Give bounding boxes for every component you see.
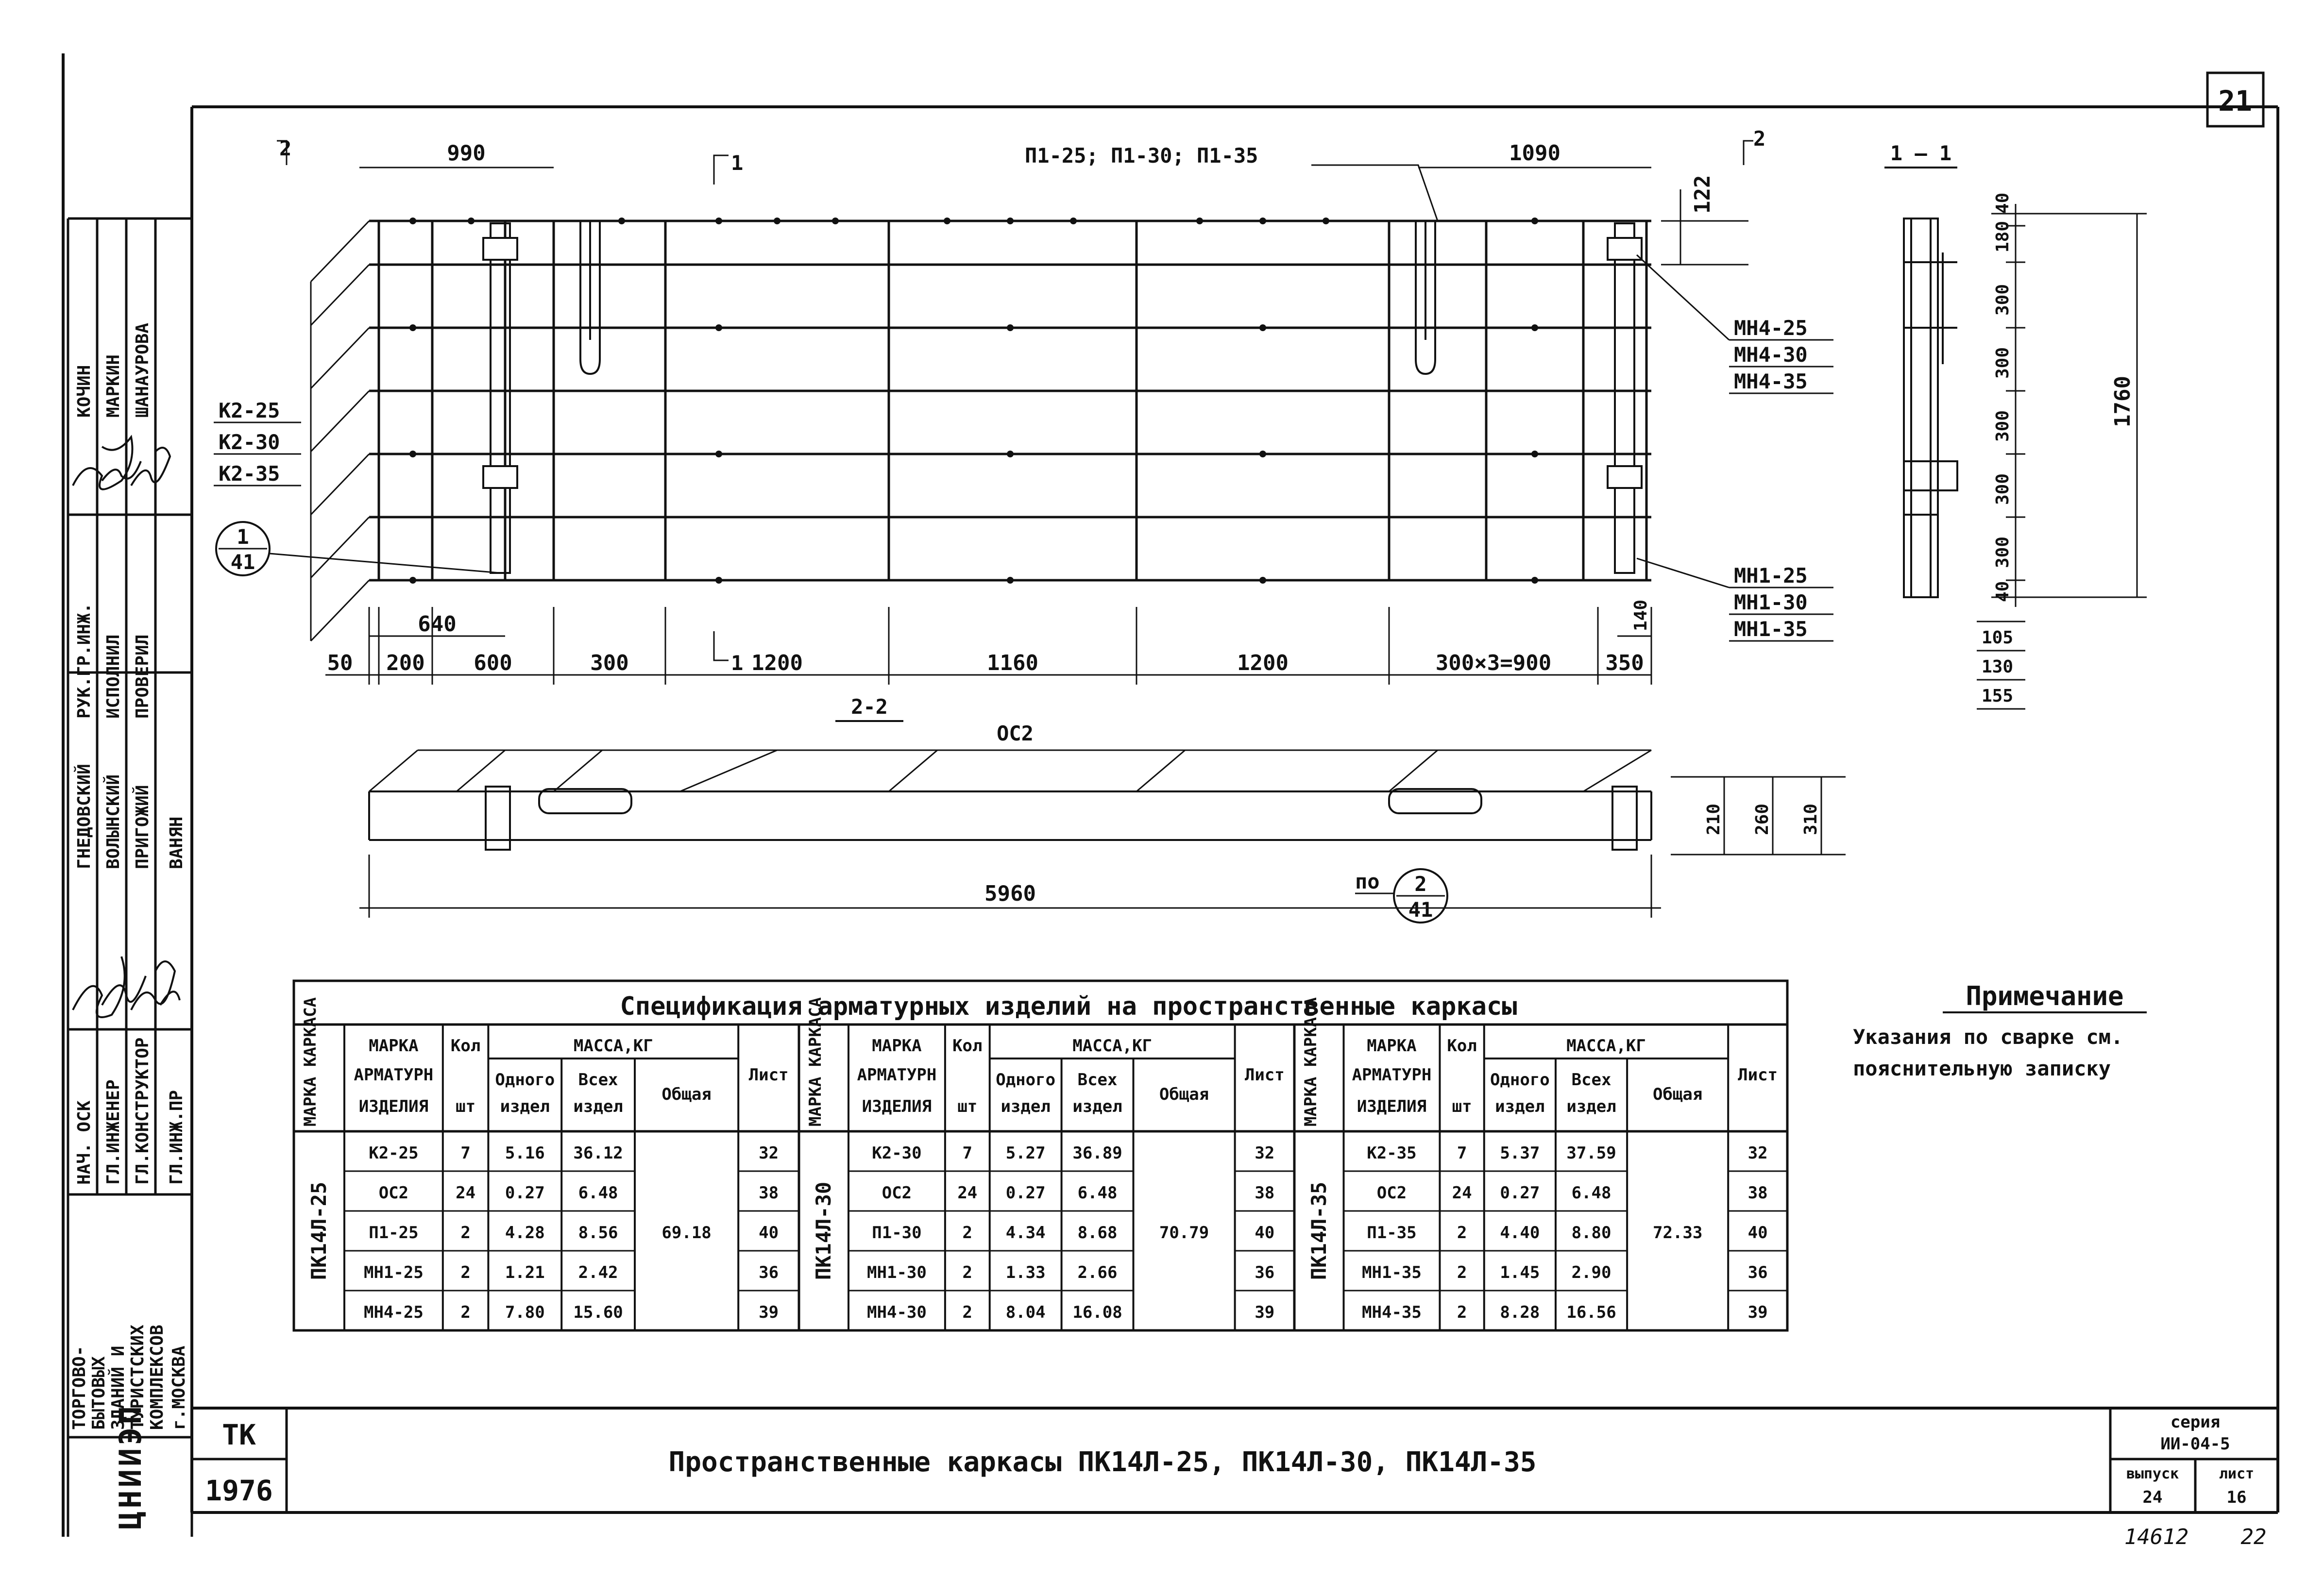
svg-text:300: 300	[1993, 473, 2013, 505]
issue-value: 24	[2142, 1488, 2163, 1507]
spec-title: Спецификация арматурных изделий на пространственные каркасы	[620, 992, 1517, 1021]
svg-text:210: 210	[1704, 803, 1724, 835]
dim-300x3: 300×3=900	[1435, 651, 1552, 675]
spec-cell-list: 39	[1255, 1303, 1275, 1322]
spec-cell-list: 38	[1747, 1183, 1768, 1203]
spec-row	[1362, 1263, 1768, 1282]
label-mn1-35: МН1-35	[1734, 617, 1808, 641]
callout-p1: П1-25; П1-30; П1-35	[1025, 144, 1258, 168]
spec-h-kol: Кол	[1447, 1036, 1477, 1056]
dim-1200-b: 1200	[1237, 651, 1289, 675]
spec-h-armaturn: АРМАТУРН	[1352, 1065, 1432, 1085]
svg-text:105: 105	[1982, 628, 2014, 648]
spec-cell-list: 38	[1255, 1183, 1275, 1203]
spec-group-1	[301, 997, 799, 1330]
spec-cell-list: 38	[759, 1183, 779, 1203]
spec-cell-kol: 24	[1452, 1183, 1472, 1203]
spec-h-odnogo: Одного	[996, 1070, 1056, 1090]
spec-cell-list: 32	[1747, 1143, 1768, 1163]
spec-cell-odnogo: 0.27	[1500, 1183, 1540, 1203]
stamp-org-1: ТОРГОВО-	[69, 1345, 89, 1430]
spec-h-vseh: Всех	[578, 1070, 618, 1090]
stamp-org-3: ЗДАНИЙ И	[108, 1345, 128, 1430]
spec-cell-kol: 2	[460, 1223, 471, 1243]
spec-h-odnogo-izdel: издел	[1001, 1097, 1051, 1116]
spec-cell-kol: 2	[1457, 1263, 1467, 1282]
spec-h-list: Лист	[1738, 1065, 1778, 1085]
section-1-mark-bottom: 1	[731, 651, 744, 675]
svg-text:180: 180	[1993, 220, 2013, 252]
spec-h-marka: МАРКА	[369, 1036, 419, 1056]
spec-h-odnogo: Одного	[1490, 1070, 1550, 1090]
p1-hooks	[580, 221, 1435, 374]
spec-cell-kol: 2	[460, 1263, 471, 1282]
spec-h-obshaya: Общая	[662, 1085, 712, 1104]
label-mn4-30: МН4-30	[1734, 343, 1808, 367]
stamp-role-4: ГЛ.ИНЖ.ПР	[167, 1090, 187, 1185]
label-mn4-35: МН4-35	[1734, 370, 1808, 393]
spec-cell-vseh: 15.60	[573, 1303, 623, 1322]
spec-h-marka-karkasa: МАРКА КАРКАСА	[301, 997, 320, 1126]
dim-1160: 1160	[987, 651, 1038, 675]
spec-cell-kol: 2	[460, 1303, 471, 1322]
spec-cell-kol: 2	[962, 1263, 973, 1282]
spec-cell-list: 36	[1255, 1263, 1275, 1282]
spec-cell-vseh: 16.56	[1566, 1303, 1616, 1322]
note-title: Примечание	[1966, 981, 2124, 1011]
spec-h-armaturn: АРМАТУРН	[354, 1065, 434, 1085]
list-label: лист	[2219, 1465, 2255, 1482]
spec-h-vseh-izdel: издел	[1072, 1097, 1122, 1116]
stamp-role-7: ПРОВЕРИЛ	[133, 634, 153, 719]
spec-h-obshaya: Общая	[1159, 1085, 1209, 1104]
spec-cell-marka: ОС2	[378, 1183, 409, 1203]
spec-cell-vseh: 2.66	[1077, 1263, 1118, 1282]
spec-row	[369, 1223, 779, 1243]
spec-h-marka-karkasa: МАРКА КАРКАСА	[1301, 997, 1321, 1126]
spec-cell-list: 36	[1747, 1263, 1768, 1282]
frame-elevation	[214, 127, 1833, 685]
dim-1760: 1760	[2110, 376, 2135, 427]
dim-50: 50	[327, 651, 353, 675]
sheet-corner-box	[2207, 73, 2263, 126]
stamp-name-4: ВАНЯН	[167, 816, 187, 869]
spec-row	[867, 1263, 1274, 1282]
dim-990: 990	[447, 141, 486, 166]
note-line-1: Указания по сварке см.	[1853, 1025, 2123, 1049]
stamp-name-2: ВОЛЫНСКИЙ	[103, 774, 123, 869]
section-2-2-title: 2-2	[851, 695, 888, 719]
spec-cell-vseh: 36.12	[573, 1143, 623, 1163]
stamp-role-3: ГЛ.КОНСТРУКТОР	[133, 1037, 153, 1185]
spec-cell-vseh: 8.56	[578, 1223, 618, 1243]
spec-row	[364, 1263, 779, 1282]
weld-dots	[409, 218, 1538, 584]
svg-text:260: 260	[1752, 803, 1772, 835]
spec-cell-list: 32	[1255, 1143, 1275, 1163]
spec-h-massa: МАССА,КГ	[1566, 1036, 1646, 1056]
spec-h-massa: МАССА,КГ	[1072, 1036, 1153, 1056]
spec-cell-kol: 2	[962, 1303, 973, 1322]
spec-cell-vseh: 8.68	[1077, 1223, 1118, 1243]
svg-text:130: 130	[1982, 657, 2014, 677]
po-label: по	[1355, 870, 1380, 893]
dim-1200-a: 1200	[751, 651, 803, 675]
spec-cell-odnogo: 5.37	[1500, 1143, 1540, 1163]
spec-h-vseh: Всех	[1077, 1070, 1118, 1090]
label-mn1-30: МН1-30	[1734, 590, 1808, 614]
spec-cell-marka: МН4-30	[867, 1303, 927, 1322]
spec-row	[369, 1143, 779, 1163]
spec-row	[867, 1303, 1274, 1322]
spec-cell-odnogo: 4.28	[505, 1223, 545, 1243]
dim-1090: 1090	[1509, 141, 1561, 166]
spec-cell-kol: 24	[456, 1183, 476, 1203]
spec-cell-marka: МН4-35	[1362, 1303, 1422, 1322]
dim-5960: 5960	[984, 881, 1036, 906]
spec-cell-marka: К2-35	[1367, 1143, 1417, 1163]
spec-row	[1362, 1303, 1768, 1322]
node-1-callout	[216, 522, 500, 575]
spec-cell-odnogo: 5.27	[1005, 1143, 1046, 1163]
spec-cell-marka: ОС2	[1376, 1183, 1407, 1203]
spec-cell-kol: 2	[962, 1223, 973, 1243]
stamp-name-3: ПРИГОЖИЙ	[133, 785, 153, 869]
spec-cell-kol: 7	[460, 1143, 471, 1163]
archive-number: 14612	[2124, 1525, 2189, 1549]
spec-h-odnogo-izdel: издел	[500, 1097, 550, 1116]
year-label: 1976	[205, 1474, 273, 1507]
stamp-name-6: МАРКИН	[103, 354, 123, 418]
spec-table	[294, 981, 1787, 1330]
spec-cell-marka: П1-30	[872, 1223, 922, 1243]
spec-karkas-label: ПК14Л-35	[1306, 1181, 1331, 1280]
note-line-2: пояснительную записку	[1853, 1057, 2111, 1080]
spec-row	[882, 1183, 1275, 1203]
spec-cell-list: 39	[1747, 1303, 1768, 1322]
spec-h-vseh: Всех	[1571, 1070, 1612, 1090]
spec-cell-odnogo: 0.27	[505, 1183, 545, 1203]
title-block	[192, 1408, 2278, 1549]
stamp-role-2: ГЛ.ИНЖЕНЕР	[103, 1079, 123, 1185]
spec-cell-marka: К2-30	[872, 1143, 922, 1163]
spec-cell-odnogo: 0.27	[1005, 1183, 1046, 1203]
spec-cell-vseh: 36.89	[1072, 1143, 1122, 1163]
label-mn4-25: МН4-25	[1734, 316, 1808, 340]
spec-cell-list: 36	[759, 1263, 779, 1282]
spec-cell-vseh: 16.08	[1072, 1303, 1122, 1322]
node-2-callout	[1394, 869, 1447, 923]
spec-cell-vseh: 37.59	[1566, 1143, 1616, 1163]
spec-cell-vseh: 2.42	[578, 1263, 618, 1282]
spec-cell-kol: 7	[1457, 1143, 1467, 1163]
svg-text:300: 300	[1993, 410, 2013, 442]
label-k2-35: К2-35	[219, 462, 280, 486]
spec-h-massa: МАССА,КГ	[573, 1036, 653, 1056]
spec-h-sht: шт	[456, 1097, 476, 1116]
spec-cell-odnogo: 5.16	[505, 1143, 545, 1163]
spec-cell-kol: 2	[1457, 1303, 1467, 1322]
spec-h-vseh-izdel: издел	[1566, 1097, 1616, 1116]
stamp-role-6: ИСПОЛНИЛ	[103, 634, 123, 719]
svg-text:155: 155	[1982, 686, 2014, 706]
svg-text:2: 2	[1414, 872, 1427, 896]
spec-cell-list: 32	[759, 1143, 779, 1163]
stamp-org-5: КОМПЛЕКСОВ	[147, 1325, 167, 1430]
label-k2-25: К2-25	[219, 399, 280, 422]
spec-row	[364, 1303, 779, 1322]
svg-text:300: 300	[1993, 347, 2013, 379]
spec-cell-vseh: 6.48	[1571, 1183, 1612, 1203]
dim-300: 300	[590, 651, 629, 675]
dim-200: 200	[386, 651, 425, 675]
svg-text:300: 300	[1993, 536, 2013, 568]
spec-cell-vseh: 8.80	[1571, 1223, 1612, 1243]
spec-cell-odnogo: 4.34	[1005, 1223, 1046, 1243]
series-label: серия	[2170, 1412, 2221, 1432]
spec-cell-vseh: 6.48	[1077, 1183, 1118, 1203]
svg-text:40: 40	[1993, 192, 2013, 214]
spec-h-izdeliya: ИЗДЕЛИЯ	[1357, 1097, 1427, 1116]
mn-rods	[483, 223, 1642, 573]
svg-text:41: 41	[1408, 898, 1433, 922]
section-2-mark-right: 2	[1753, 127, 1766, 151]
stamp-org-6: г.МОСКВА	[169, 1345, 189, 1430]
spec-cell-odnogo: 7.80	[505, 1303, 545, 1322]
dim-640: 640	[418, 612, 457, 637]
spec-h-odnogo-izdel: издел	[1495, 1097, 1545, 1116]
spec-cell-list: 40	[1255, 1223, 1275, 1243]
sheet-corner-number: 21	[2218, 84, 2252, 118]
spec-cell-odnogo: 8.04	[1005, 1303, 1046, 1322]
spec-row	[379, 1183, 779, 1203]
spec-h-list: Лист	[748, 1065, 789, 1085]
spec-cell-odnogo: 1.21	[505, 1263, 545, 1282]
dim-350: 350	[1605, 651, 1644, 675]
spec-cell-kol: 24	[957, 1183, 978, 1203]
svg-text:40: 40	[1993, 581, 2013, 602]
spec-cell-odnogo: 4.40	[1500, 1223, 1540, 1243]
spec-karkas-label: ПК14Л-25	[307, 1181, 331, 1280]
dim-122: 122	[1690, 175, 1715, 214]
stamp-role-5: РУК.ГР.ИНЖ.	[74, 603, 94, 719]
spec-h-kol: Кол	[450, 1036, 481, 1056]
archive-page: 22	[2240, 1525, 2267, 1549]
note-block	[1853, 981, 2147, 1080]
spec-cell-marka: МН1-25	[363, 1263, 424, 1282]
stamp-panel	[68, 218, 192, 1537]
spec-cell-marka: МН4-25	[363, 1303, 424, 1322]
spec-h-sht: шт	[1452, 1097, 1472, 1116]
spec-row	[872, 1143, 1274, 1163]
spec-h-odnogo: Одного	[495, 1070, 555, 1090]
spec-group-3	[1301, 997, 1787, 1330]
spec-h-marka-karkasa: МАРКА КАРКАСА	[806, 997, 825, 1126]
oc2-label: ОС2	[997, 722, 1034, 745]
spec-h-marka: МАРКА	[872, 1036, 922, 1056]
spec-h-izdeliya: ИЗДЕЛИЯ	[358, 1097, 429, 1116]
section-2-mark-left: 2	[279, 136, 292, 160]
section-1-1-title: 1 — 1	[1890, 141, 1952, 165]
series-value: ИИ-04-5	[2160, 1434, 2230, 1454]
tk-label: ТК	[222, 1418, 256, 1451]
spec-row	[872, 1223, 1274, 1243]
spec-h-izdeliya: ИЗДЕЛИЯ	[862, 1097, 932, 1116]
spec-karkas-label: ПК14Л-30	[812, 1181, 835, 1280]
svg-text:300: 300	[1993, 284, 2013, 316]
section-1-mark-top: 1	[731, 151, 744, 175]
spec-h-marka: МАРКА	[1367, 1036, 1417, 1056]
list-value: 16	[2226, 1488, 2247, 1507]
stamp-role-1: НАЧ. ОСК	[74, 1100, 94, 1185]
drawing-title: Пространственные каркасы ПК14Л-25, ПК14Л-30, ПК14Л-35	[668, 1446, 1537, 1478]
spec-total-mass: 70.79	[1159, 1223, 1209, 1243]
spec-cell-list: 40	[759, 1223, 779, 1243]
spec-total-mass: 69.18	[662, 1223, 712, 1243]
spec-cell-marka: МН1-35	[1362, 1263, 1422, 1282]
spec-cell-vseh: 6.48	[578, 1183, 618, 1203]
stamp-name-1: ГНЕДОВСКИЙ	[74, 764, 94, 869]
stamp-org-2: БЫТОВЫХ	[89, 1356, 109, 1430]
stamp-name-7: ШАНАУРОВА	[133, 322, 153, 418]
spec-total-mass: 72.33	[1652, 1223, 1703, 1243]
spec-cell-marka: К2-25	[369, 1143, 419, 1163]
spec-h-vseh-izdel: издел	[573, 1097, 623, 1116]
spec-group-2	[806, 997, 1294, 1330]
spec-cell-odnogo: 8.28	[1500, 1303, 1540, 1322]
label-k2-30: К2-30	[219, 430, 280, 454]
section-1-1	[1884, 141, 2147, 709]
spec-h-list: Лист	[1244, 1065, 1285, 1085]
svg-text:41: 41	[230, 550, 255, 574]
svg-text:310: 310	[1801, 803, 1821, 835]
spec-h-sht: шт	[957, 1097, 978, 1116]
spec-h-obshaya: Общая	[1652, 1085, 1703, 1104]
spec-h-armaturn: АРМАТУРН	[857, 1065, 937, 1085]
elevation-bars	[369, 221, 1651, 580]
dim-600: 600	[474, 651, 512, 675]
spec-row	[1367, 1143, 1767, 1163]
stamp-name-5: КОЧИН	[74, 365, 94, 418]
spec-row	[1377, 1183, 1768, 1203]
spec-cell-odnogo: 1.33	[1005, 1263, 1046, 1282]
spec-cell-marka: МН1-30	[867, 1263, 927, 1282]
spec-cell-kol: 2	[1457, 1223, 1467, 1243]
dim-140: 140	[1631, 599, 1651, 631]
spec-cell-list: 40	[1747, 1223, 1768, 1243]
spec-cell-marka: ОС2	[882, 1183, 912, 1203]
label-mn1-25: МН1-25	[1734, 564, 1808, 588]
section-2-2	[359, 695, 1846, 923]
spec-cell-marka: П1-35	[1367, 1223, 1417, 1243]
spec-h-kol: Кол	[952, 1036, 983, 1056]
spec-cell-list: 39	[759, 1303, 779, 1322]
stamp-logo: ЦНИИЭП	[113, 1403, 148, 1529]
spec-cell-marka: П1-25	[369, 1223, 419, 1243]
spec-row	[1367, 1223, 1767, 1243]
stamp-org-4: ТУРИСТСКИХ	[128, 1325, 148, 1430]
spec-cell-kol: 7	[962, 1143, 973, 1163]
spec-cell-vseh: 2.90	[1571, 1263, 1612, 1282]
issue-label: выпуск	[2126, 1465, 2179, 1482]
spec-cell-odnogo: 1.45	[1500, 1263, 1540, 1282]
svg-text:1: 1	[237, 525, 249, 549]
